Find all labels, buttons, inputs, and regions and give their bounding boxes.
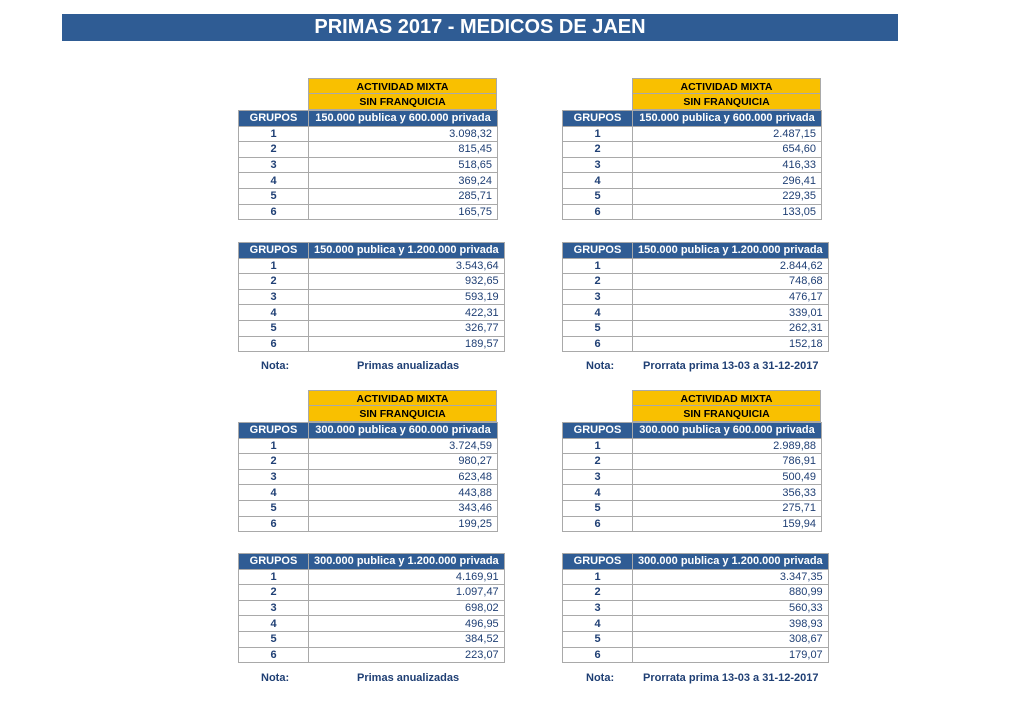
value-cell: 496,95 [309, 616, 505, 632]
table-row [239, 500, 498, 516]
primas-table [238, 242, 505, 352]
nota-text: Prorrata prima 13-03 a 31-12-2017 [643, 672, 819, 684]
value-cell: 560,33 [633, 600, 829, 616]
group-cell: 2 [239, 142, 309, 158]
group-cell: 6 [563, 516, 633, 532]
value-cell: 133,05 [633, 204, 822, 220]
table-row [563, 274, 829, 290]
group-cell: 1 [563, 126, 633, 142]
table-row [563, 305, 829, 321]
group-cell: 3 [239, 289, 309, 305]
table-row [563, 454, 822, 470]
value-cell: 593,19 [309, 289, 505, 305]
group-cell: 3 [239, 600, 309, 616]
table-row [563, 500, 822, 516]
value-cell: 179,07 [633, 647, 829, 663]
table-row [563, 289, 829, 305]
value-cell: 518,65 [309, 157, 498, 173]
group-cell: 5 [563, 188, 633, 204]
table-row [563, 258, 829, 274]
table-row [563, 600, 829, 616]
block-150-1200-left [238, 242, 505, 352]
coverage-header: 150.000 publica y 1.200.000 privada [633, 243, 829, 259]
table-row [239, 258, 505, 274]
grupos-header: GRUPOS [239, 111, 309, 127]
coverage-header: 150.000 publica y 1.200.000 privada [309, 243, 505, 259]
value-cell: 1.097,47 [309, 585, 505, 601]
value-cell: 443,88 [309, 485, 498, 501]
group-cell: 5 [563, 320, 633, 336]
group-cell: 4 [239, 485, 309, 501]
group-cell: 5 [239, 500, 309, 516]
table-row [563, 585, 829, 601]
group-cell: 5 [239, 631, 309, 647]
group-cell: 4 [563, 305, 633, 321]
table-row [239, 585, 505, 601]
value-cell: 275,71 [633, 500, 822, 516]
value-cell: 165,75 [309, 204, 498, 220]
primas-table [238, 110, 498, 220]
table-row [563, 188, 822, 204]
block-300-600-left [238, 390, 498, 532]
table-row [563, 485, 822, 501]
table-row [239, 454, 498, 470]
value-cell: 343,46 [309, 500, 498, 516]
table-row [239, 157, 498, 173]
group-cell: 3 [563, 600, 633, 616]
nota-label: Nota: [586, 360, 615, 372]
group-cell: 4 [239, 305, 309, 321]
value-cell: 3.347,35 [633, 569, 829, 585]
table-row [239, 126, 498, 142]
table-row [239, 485, 498, 501]
table-row [239, 600, 505, 616]
nota-text: Primas anualizadas [357, 672, 460, 684]
sin-franquicia-header: SIN FRANQUICIA [308, 406, 497, 422]
table-row [239, 516, 498, 532]
group-cell: 2 [563, 585, 633, 601]
grupos-header: GRUPOS [563, 423, 633, 439]
value-cell: 262,31 [633, 320, 829, 336]
table-row [239, 647, 505, 663]
group-cell: 4 [239, 616, 309, 632]
table-row [239, 173, 498, 189]
table-row [239, 569, 505, 585]
table-row [239, 274, 505, 290]
table-row [563, 320, 829, 336]
coverage-header: 150.000 publica y 600.000 privada [309, 111, 498, 127]
value-cell: 2.487,15 [633, 126, 822, 142]
value-cell: 422,31 [309, 305, 505, 321]
table-row [563, 126, 822, 142]
table-row [563, 173, 822, 189]
grupos-header: GRUPOS [563, 111, 633, 127]
group-cell: 5 [563, 500, 633, 516]
value-cell: 654,60 [633, 142, 822, 158]
group-cell: 5 [239, 188, 309, 204]
coverage-header: 300.000 publica y 1.200.000 privada [309, 554, 505, 570]
actividad-mixta-header: ACTIVIDAD MIXTA [632, 78, 821, 94]
group-cell: 3 [239, 469, 309, 485]
value-cell: 3.543,64 [309, 258, 505, 274]
value-cell: 815,45 [309, 142, 498, 158]
group-cell: 3 [563, 157, 633, 173]
group-cell: 4 [563, 616, 633, 632]
value-cell: 229,35 [633, 188, 822, 204]
sin-franquicia-header: SIN FRANQUICIA [632, 406, 821, 422]
grupos-header: GRUPOS [563, 243, 633, 259]
actividad-mixta-header: ACTIVIDAD MIXTA [308, 390, 497, 406]
table-row [239, 305, 505, 321]
coverage-header: 150.000 publica y 600.000 privada [633, 111, 822, 127]
value-cell: 159,94 [633, 516, 822, 532]
value-cell: 786,91 [633, 454, 822, 470]
group-cell: 6 [239, 204, 309, 220]
table-row [239, 616, 505, 632]
group-cell: 1 [563, 569, 633, 585]
grupos-header: GRUPOS [563, 554, 633, 570]
coverage-header: 300.000 publica y 600.000 privada [309, 423, 498, 439]
group-cell: 4 [239, 173, 309, 189]
nota-text: Primas anualizadas [357, 360, 460, 372]
block-150-600-left [238, 78, 498, 220]
group-cell: 1 [239, 569, 309, 585]
group-cell: 6 [563, 204, 633, 220]
sin-franquicia-header: SIN FRANQUICIA [632, 94, 821, 110]
table-row [239, 336, 505, 352]
primas-table [562, 242, 829, 352]
table-row [239, 289, 505, 305]
actividad-mixta-header: ACTIVIDAD MIXTA [308, 78, 497, 94]
value-cell: 4.169,91 [309, 569, 505, 585]
coverage-header: 300.000 publica y 600.000 privada [633, 423, 822, 439]
block-300-1200-left [238, 553, 505, 663]
block-150-600-right [562, 78, 822, 220]
table-row [239, 631, 505, 647]
value-cell: 285,71 [309, 188, 498, 204]
table-row [563, 647, 829, 663]
group-cell: 1 [239, 126, 309, 142]
table-row [239, 188, 498, 204]
table-row [239, 438, 498, 454]
primas-table [562, 553, 829, 663]
value-cell: 3.724,59 [309, 438, 498, 454]
table-row [563, 438, 822, 454]
value-cell: 500,49 [633, 469, 822, 485]
group-cell: 5 [563, 631, 633, 647]
group-cell: 3 [563, 469, 633, 485]
group-cell: 6 [563, 647, 633, 663]
primas-table [238, 553, 505, 663]
value-cell: 189,57 [309, 336, 505, 352]
group-cell: 1 [239, 438, 309, 454]
value-cell: 3.098,32 [309, 126, 498, 142]
value-cell: 698,02 [309, 600, 505, 616]
group-cell: 3 [239, 157, 309, 173]
primas-table [562, 110, 822, 220]
page-title: PRIMAS 2017 - MEDICOS DE JAEN [62, 14, 898, 41]
group-cell: 2 [239, 585, 309, 601]
group-cell: 4 [563, 173, 633, 189]
group-cell: 2 [563, 274, 633, 290]
grupos-header: GRUPOS [239, 423, 309, 439]
table-row [563, 157, 822, 173]
nota-label: Nota: [261, 360, 290, 372]
value-cell: 308,67 [633, 631, 829, 647]
value-cell: 980,27 [309, 454, 498, 470]
nota-label: Nota: [261, 672, 290, 684]
group-cell: 2 [239, 454, 309, 470]
table-row [239, 204, 498, 220]
table-row [563, 569, 829, 585]
value-cell: 2.844,62 [633, 258, 829, 274]
value-cell: 880,99 [633, 585, 829, 601]
table-row [563, 336, 829, 352]
grupos-header: GRUPOS [239, 554, 309, 570]
group-cell: 1 [239, 258, 309, 274]
table-row [563, 469, 822, 485]
group-cell: 1 [563, 438, 633, 454]
value-cell: 476,17 [633, 289, 829, 305]
coverage-header: 300.000 publica y 1.200.000 privada [633, 554, 829, 570]
block-300-600-right [562, 390, 822, 532]
table-row [563, 616, 829, 632]
grupos-header: GRUPOS [239, 243, 309, 259]
sin-franquicia-header: SIN FRANQUICIA [308, 94, 497, 110]
group-cell: 6 [239, 336, 309, 352]
group-cell: 1 [563, 258, 633, 274]
table-row [239, 320, 505, 336]
table-row [239, 469, 498, 485]
value-cell: 623,48 [309, 469, 498, 485]
nota-label: Nota: [586, 672, 615, 684]
primas-table [562, 422, 822, 532]
value-cell: 326,77 [309, 320, 505, 336]
table-row [563, 516, 822, 532]
value-cell: 416,33 [633, 157, 822, 173]
primas-table [238, 422, 498, 532]
actividad-mixta-header: ACTIVIDAD MIXTA [632, 390, 821, 406]
value-cell: 152,18 [633, 336, 829, 352]
group-cell: 6 [239, 647, 309, 663]
nota-text: Prorrata prima 13-03 a 31-12-2017 [643, 360, 819, 372]
group-cell: 6 [563, 336, 633, 352]
group-cell: 2 [239, 274, 309, 290]
group-cell: 6 [239, 516, 309, 532]
value-cell: 296,41 [633, 173, 822, 189]
table-row [563, 142, 822, 158]
value-cell: 384,52 [309, 631, 505, 647]
value-cell: 223,07 [309, 647, 505, 663]
value-cell: 748,68 [633, 274, 829, 290]
table-row [563, 631, 829, 647]
value-cell: 339,01 [633, 305, 829, 321]
value-cell: 369,24 [309, 173, 498, 189]
value-cell: 199,25 [309, 516, 498, 532]
block-150-1200-right [562, 242, 829, 352]
group-cell: 2 [563, 142, 633, 158]
group-cell: 2 [563, 454, 633, 470]
group-cell: 3 [563, 289, 633, 305]
group-cell: 5 [239, 320, 309, 336]
value-cell: 932,65 [309, 274, 505, 290]
table-row [563, 204, 822, 220]
value-cell: 2.989,88 [633, 438, 822, 454]
block-300-1200-right [562, 553, 829, 663]
group-cell: 4 [563, 485, 633, 501]
table-row [239, 142, 498, 158]
value-cell: 398,93 [633, 616, 829, 632]
value-cell: 356,33 [633, 485, 822, 501]
